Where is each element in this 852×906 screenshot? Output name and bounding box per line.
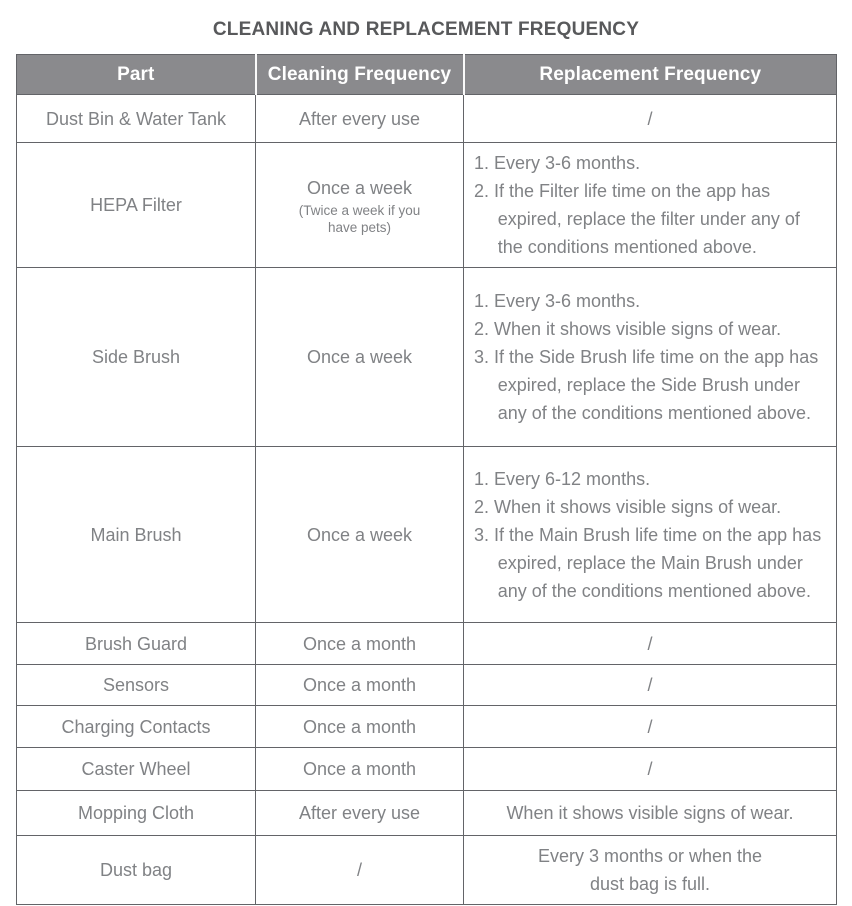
header-replacement-frequency: Replacement Frequency <box>464 55 837 95</box>
cleaning-frequency-cell <box>256 268 464 447</box>
cleaning-frequency-cell <box>256 95 464 143</box>
replacement-list-item: 1. Every 3-6 months. <box>474 153 641 173</box>
part-cell: Charging Contacts <box>17 706 256 748</box>
replacement-frequency-value: When it shows visible signs of wear. <box>506 803 794 823</box>
replacement-frequency-cell <box>464 706 837 748</box>
cleaning-frequency-value: After every use <box>298 803 421 823</box>
replacement-list-item: 2. When it shows visible signs of wear. <box>474 496 782 517</box>
cleaning-frequency-cell <box>256 447 464 623</box>
table-row <box>17 748 837 791</box>
cleaning-frequency-value: Once a week <box>306 347 413 367</box>
replacement-frequency-cell <box>464 623 837 665</box>
part-cell: Side Brush <box>17 268 256 447</box>
header-part: Part <box>17 55 256 95</box>
part-cell: HEPA Filter <box>17 143 256 268</box>
replacement-frequency-value: / <box>647 716 653 737</box>
replacement-list-item: 3. If the Main Brush life time on the app has expired, replace the Main Brush under any of the conditions mentioned above. <box>474 524 822 601</box>
table-row <box>17 268 837 447</box>
cleaning-frequency-value: After every use <box>298 108 421 129</box>
cleaning-frequency-cell <box>256 748 464 791</box>
replacement-list-item: 1. Every 3-6 months. <box>474 291 641 311</box>
page-title: CLEANING AND REPLACEMENT FREQUENCY <box>212 19 640 40</box>
part-cell: Sensors <box>17 665 256 706</box>
table-row <box>17 836 837 905</box>
cleaning-frequency-value: Once a month <box>302 633 417 654</box>
cleaning-frequency-cell <box>256 791 464 836</box>
replacement-frequency-cell <box>464 791 837 836</box>
replacement-list-item: 2. When it shows visible signs of wear. <box>474 319 782 339</box>
part-cell: Main Brush <box>17 447 256 623</box>
table-header <box>17 55 837 95</box>
cleaning-frequency-cell <box>256 836 464 905</box>
cleaning-frequency-value: Once a week <box>306 178 413 198</box>
table-row <box>17 95 837 143</box>
part-cell: Dust bag <box>17 836 256 905</box>
table-row <box>17 665 837 706</box>
table-row <box>17 791 837 836</box>
replacement-frequency-cell <box>464 748 837 791</box>
cleaning-frequency-value: Once a month <box>302 675 417 695</box>
replacement-frequency-cell <box>464 95 837 143</box>
cleaning-replacement-table <box>16 54 837 905</box>
replacement-list-item: 2. If the Filter life time on the app has expired, replace the filter under any of the conditions mentioned above. <box>474 181 800 257</box>
cleaning-frequency-value: Once a week <box>306 524 413 545</box>
replacement-list-item: 3. If the Side Brush life time on the app has expired, replace the Side Brush under any of the conditions mentioned above. <box>474 347 819 423</box>
part-cell: Brush Guard <box>17 623 256 665</box>
part-cell: Mopping Cloth <box>17 791 256 836</box>
replacement-frequency-cell <box>464 268 837 447</box>
table-row <box>17 143 837 268</box>
replacement-frequency-value: / <box>647 633 653 654</box>
cleaning-frequency-value: Once a month <box>302 759 417 779</box>
replacement-frequency-cell <box>464 836 837 905</box>
header-row <box>17 55 837 95</box>
table-row <box>17 706 837 748</box>
cleaning-frequency-cell <box>256 665 464 706</box>
header-cleaning-frequency: Cleaning Frequency <box>256 55 464 95</box>
replacement-frequency-value: Every 3 months or when the dust bag is full. <box>537 846 763 894</box>
table-row <box>17 447 837 623</box>
cleaning-frequency-cell <box>256 706 464 748</box>
replacement-frequency-value: / <box>647 675 653 695</box>
replacement-frequency-value: / <box>647 108 653 129</box>
part-cell: Dust Bin & Water Tank <box>17 95 256 143</box>
replacement-frequency-cell <box>464 143 837 268</box>
replacement-frequency-value: / <box>647 759 653 779</box>
replacement-frequency-cell <box>464 447 837 623</box>
part-cell: Caster Wheel <box>17 748 256 791</box>
table-body <box>17 95 837 905</box>
cleaning-frequency-value: Once a month <box>302 716 417 737</box>
table-row <box>17 623 837 665</box>
cleaning-frequency-value: / <box>356 860 362 880</box>
cleaning-frequency-note: (Twice a week if you have pets) <box>298 203 421 235</box>
replacement-list-item: 1. Every 6-12 months. <box>474 468 651 489</box>
replacement-frequency-cell <box>464 665 837 706</box>
cleaning-frequency-cell <box>256 143 464 268</box>
cleaning-frequency-cell <box>256 623 464 665</box>
